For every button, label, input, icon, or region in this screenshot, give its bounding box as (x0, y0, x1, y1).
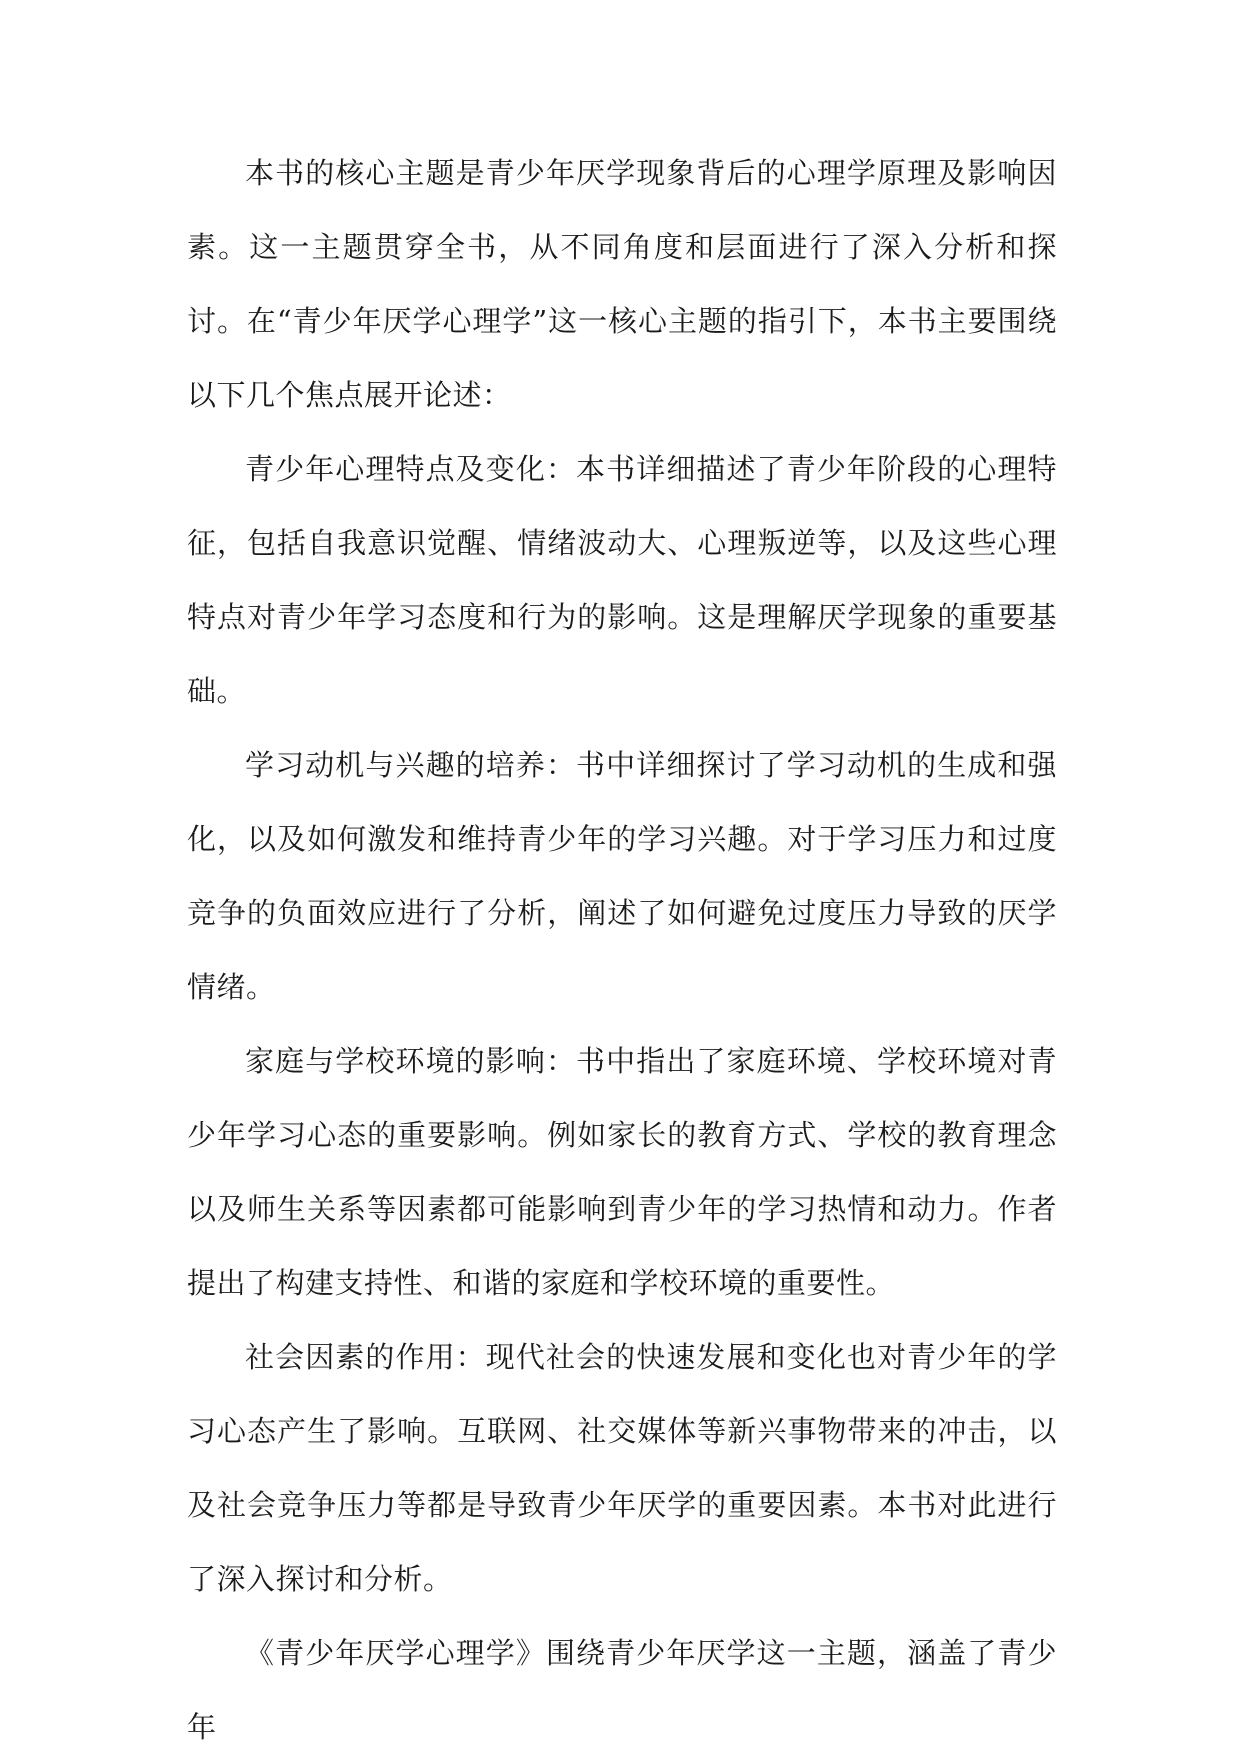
paragraph-book-summary: 《青少年厌学心理学》围绕青少年厌学这一主题，涵盖了青少年 (187, 1636, 1057, 1744)
document-body (187, 136, 1057, 1764)
paragraph-psychology-traits: 青少年心理特点及变化：本书详细描述了青少年阶段的心理特征，包括自我意识觉醒、情绪波动大、心理叛逆等，以及这些心理特点对青少年学习态度和行为的影响。这是理解厌学现象的重要基础。 (187, 452, 1057, 708)
paragraph-core-theme: 本书的核心主题是青少年厌学现象背后的心理学原理及影响因素。这一主题贯穿全书，从不同角度和层面进行了深入分析和探讨。在“青少年厌学心理学”这一核心主题的指引下，本书主要围绕以下几个焦点展开论述： (187, 156, 1057, 412)
paragraph-motivation-interest: 学习动机与兴趣的培养：书中详细探讨了学习动机的生成和强化，以及如何激发和维持青少年的学习兴趣。对于学习压力和过度竞争的负面效应进行了分析，阐述了如何避免过度压力导致的厌学情绪。 (187, 748, 1057, 1004)
paragraph-family-school: 家庭与学校环境的影响：书中指出了家庭环境、学校环境对青少年学习心态的重要影响。例如家长的教育方式、学校的教育理念以及师生关系等因素都可能影响到青少年的学习热情和动力。作者提出了构建支持性、和谐的家庭和学校环境的重要性。 (187, 1044, 1057, 1300)
paragraph-social-factors: 社会因素的作用：现代社会的快速发展和变化也对青少年的学习心态产生了影响。互联网、社交媒体等新兴事物带来的冲击，以及社会竞争压力等都是导致青少年厌学的重要因素。本书对此进行了深入探讨和分析。 (187, 1340, 1057, 1596)
